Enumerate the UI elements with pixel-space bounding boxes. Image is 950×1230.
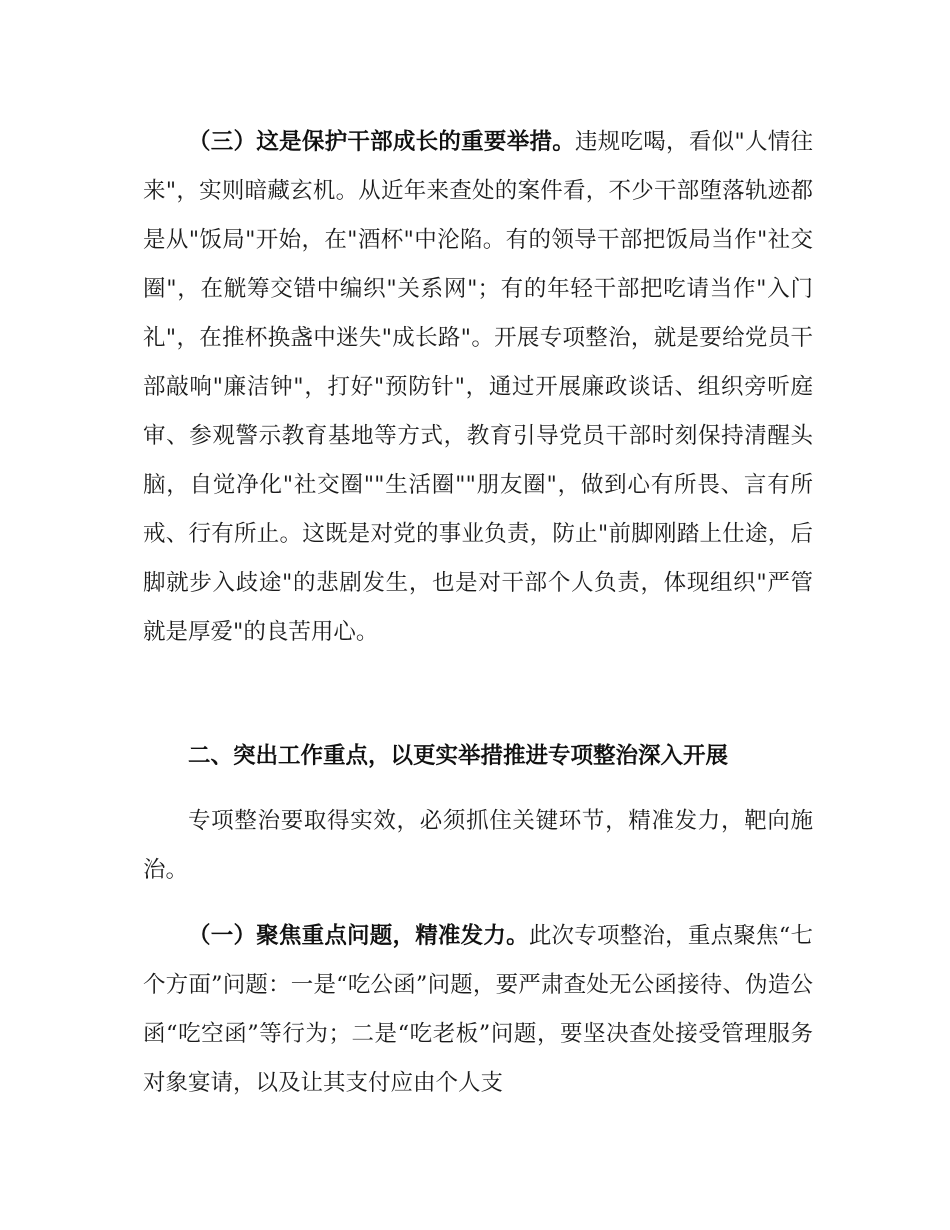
paragraph-section-3	[143, 118, 813, 657]
section-3-lead: （三）这是保护干部成长的重要举措。	[188, 129, 575, 155]
subsection-1-lead: （一）聚焦重点问题，精准发力。	[188, 923, 529, 949]
section-3-body: 违规吃喝，看似"人情往来"，实则暗藏玄机。从近年来查处的案件看，不少干部堕落轨迹都是从"饭局"开始，在"酒杯"中沦陷。有的领导干部把饭局当作"社交圈"，在觥筹交错中编织"关系网"；有的年轻干部把吃请当作"入门礼"，在推杯换盏中迷失"成长路"。开展专项整治，就是要给党员干部敲响"廉洁钟"，打好"预防针"，通过开展廉政谈话、组织旁听庭审、参观警示教育基地等方式，教育引导党员干部时刻保持清醒头脑，自觉净化"社交圈""生活圈""朋友圈"，做到心有所畏、言有所戒、行有所止。这既是对党的事业负责，防止"前脚刚踏上仕途，后脚就步入歧途"的悲剧发生，也是对干部个人负责，体现组织"严管就是厚爱"的良苦用心。	[143, 129, 813, 645]
paragraph-intro: 专项整治要取得实效，必须抓住关键环节，精准发力，靶向施治。	[143, 808, 813, 883]
subsection-1-body: 此次专项整治，重点聚焦“七个方面”问题：一是“吃公函”问题，要严肃查处无公函接待、伪造公函“吃空函”等行为；二是“吃老板”问题，要坚决查处接受管理服务对象宴请，以及让其支付应由个人支	[143, 923, 813, 1096]
paragraph-subsection-1	[143, 912, 813, 1108]
heading-part-2: 二、突出工作重点，以更实举措推进专项整治深入开展	[188, 743, 729, 769]
